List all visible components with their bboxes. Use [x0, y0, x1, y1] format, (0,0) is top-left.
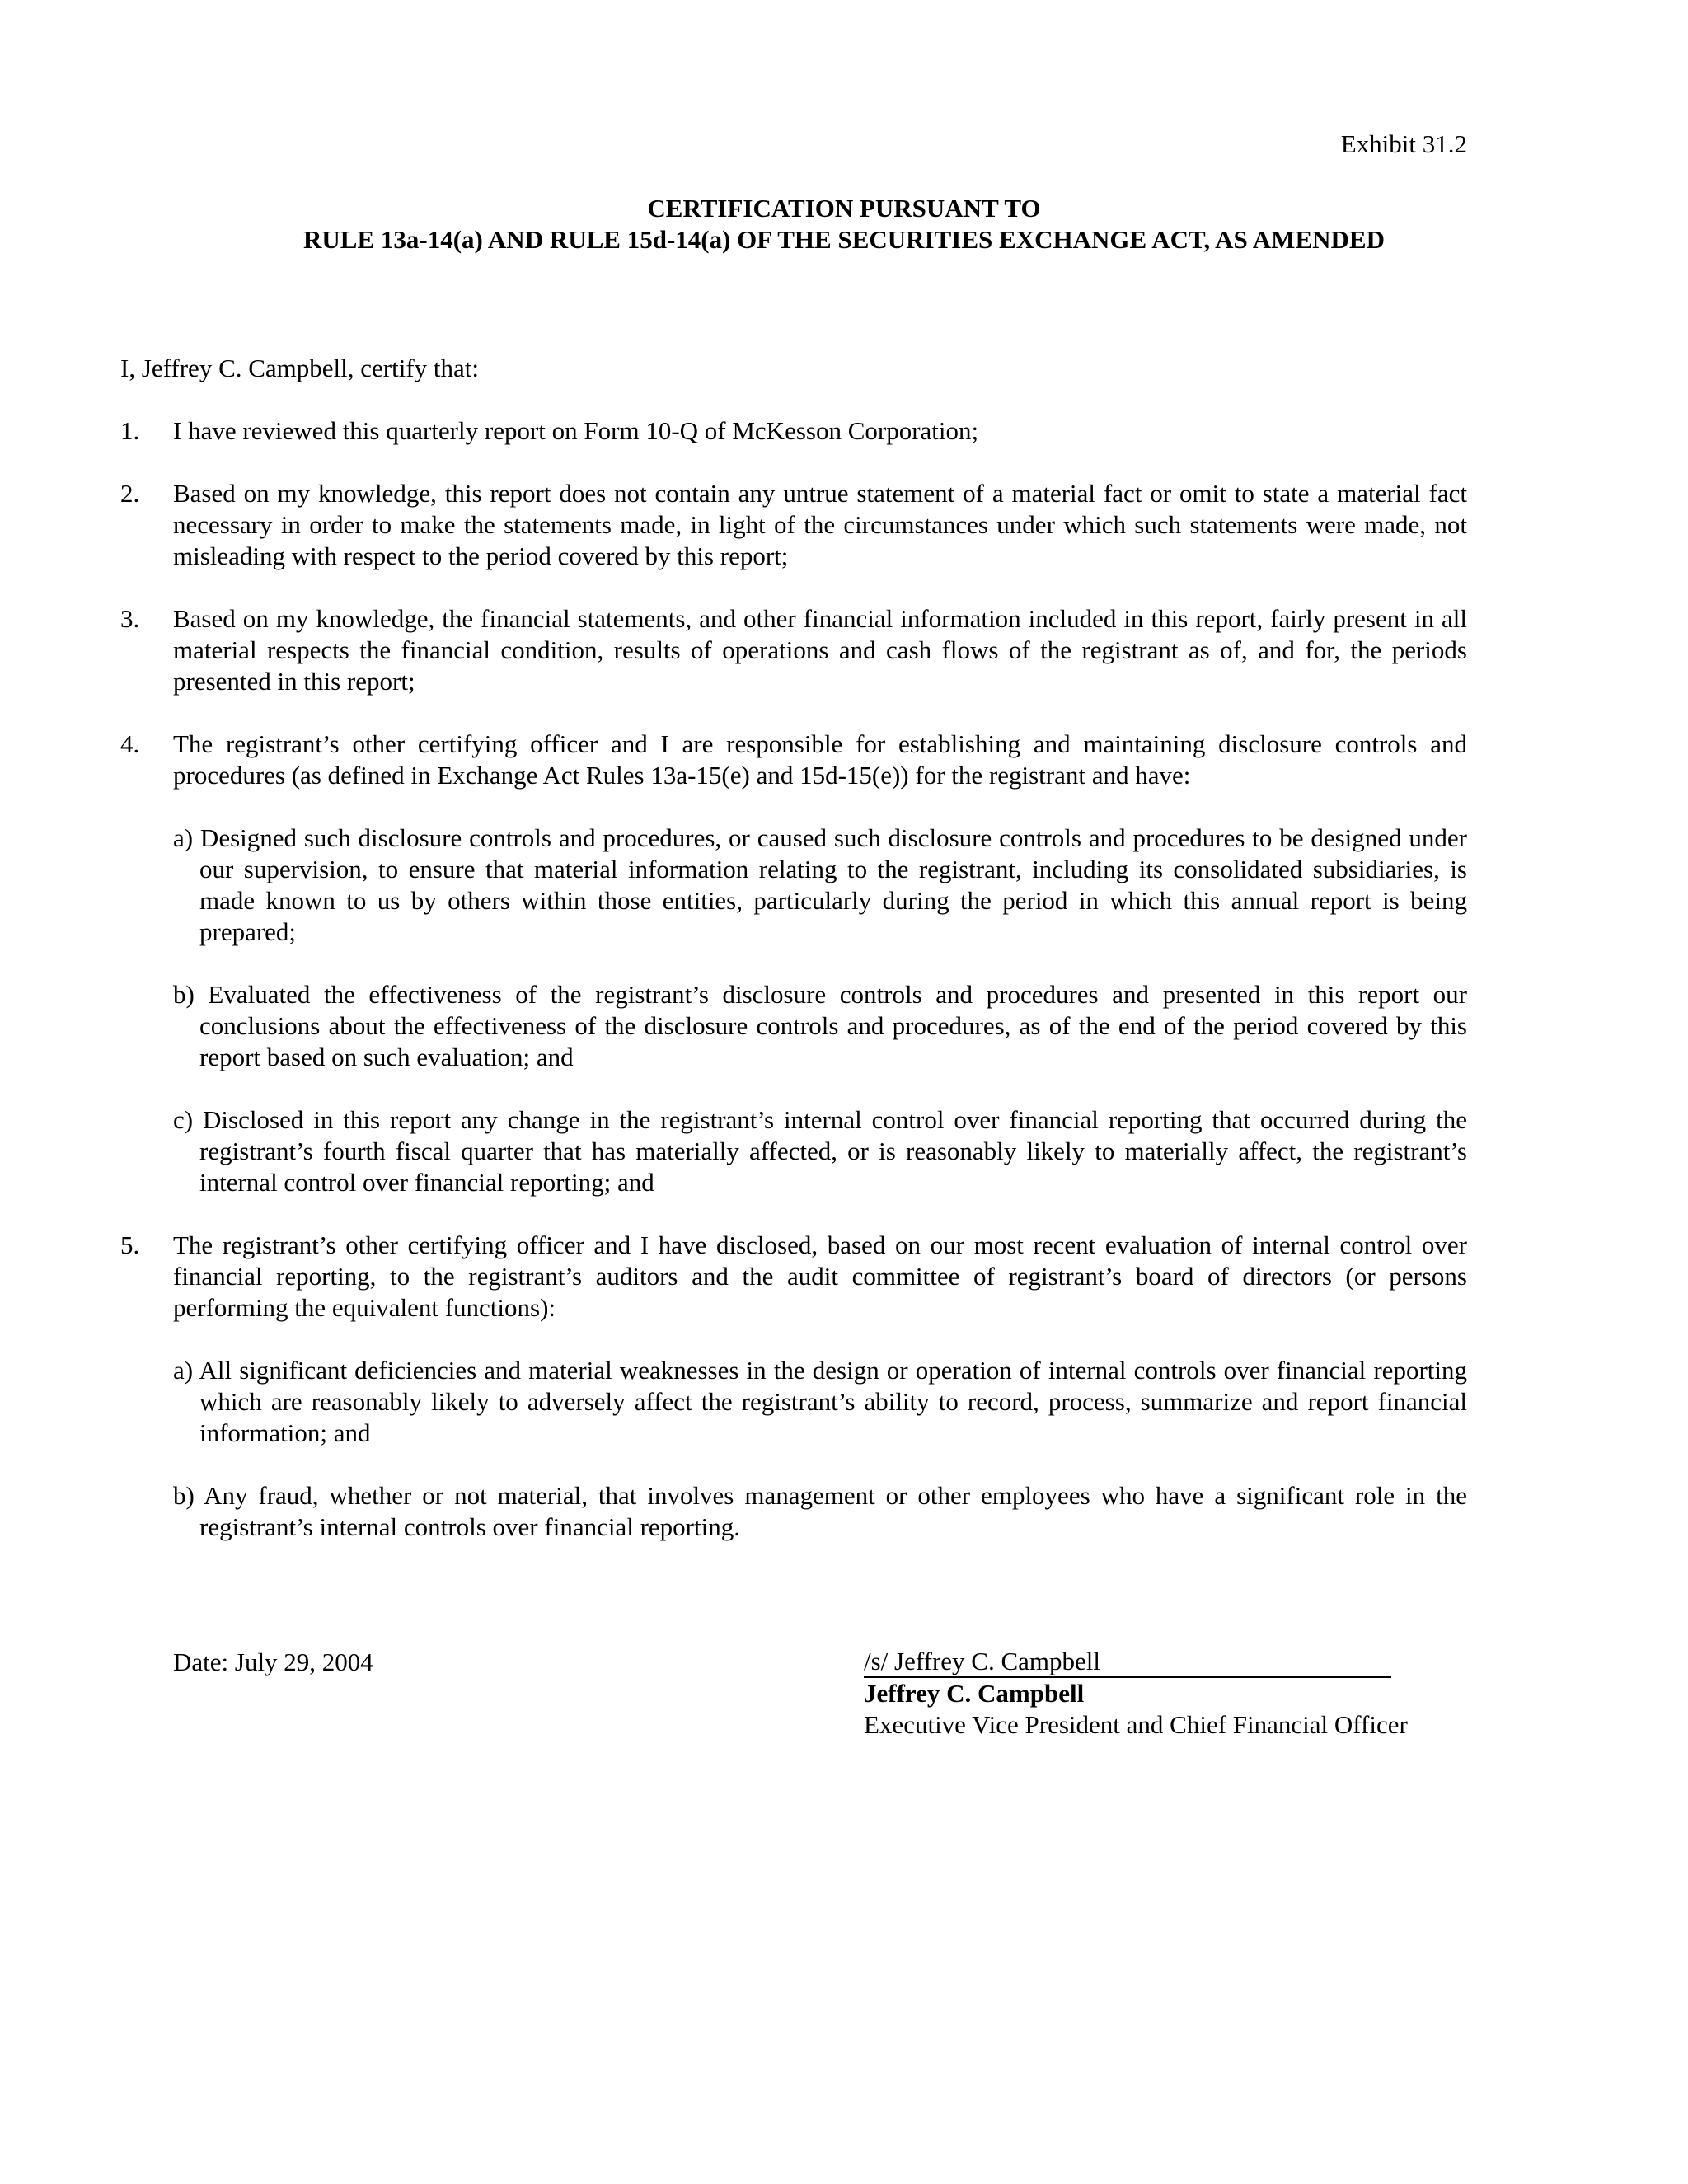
list-item-text: The registrant’s other certifying officer and I have disclosed, based on our most recent evaluation of internal control over financial reporting, to the registrant’s auditors and the audit committee of registrant’s board of directors (or persons performing the equivalent functions): — [173, 1230, 1467, 1322]
signer-name: Jeffrey C. Campbell — [864, 1679, 1085, 1708]
list-item-number: 3. — [120, 604, 140, 633]
item-4-sub-b: b) Evaluated the effectiveness of the registrant’s disclosure controls and procedures and presented in this report our conclusions about the effectiveness of the disclosure controls and procedures, as of the end of the period covered by this report based on such evaluation; and — [173, 980, 1467, 1071]
signature-date: Date: July 29, 2004 — [173, 1647, 373, 1676]
intro-statement: I, Jeffrey C. Campbell, certify that: — [120, 354, 480, 382]
list-item-text: The registrant’s other certifying officer and I are responsible for establishing and maintaining disclosure controls and procedures (as defined in Exchange Act Rules 13a-15(e) and 15d-15(e)) for the registrant and have: — [173, 729, 1467, 790]
document-title-line-2: RULE 13a-14(a) AND RULE 15d-14(a) OF THE SECURITIES EXCHANGE ACT, AS AMENDED — [303, 225, 1385, 254]
signature-block — [864, 1647, 1408, 1741]
signature-line: /s/ Jeffrey C. Campbell — [864, 1647, 1391, 1678]
item-4-sub-a: a) Designed such disclosure controls and procedures, or caused such disclosure controls and procedures to be designed under our supervision, to ensure that material information relating to the registrant, including its consolidated subsidiaries, is made known to us by others within those entities, particularly during the period in which this annual report is being prepared; — [173, 823, 1467, 946]
list-item-text: Based on my knowledge, this report does not contain any untrue statement of a material fact or omit to state a material fact necessary in order to make the statements made, in light of the circumstances under which such statements were made, not misleading with respect to the period covered by this report; — [173, 479, 1467, 570]
list-item-number: 2. — [120, 479, 140, 508]
signer-title: Executive Vice President and Chief Financial Officer — [864, 1710, 1408, 1739]
document-title-line-1: CERTIFICATION PURSUANT TO — [647, 194, 1041, 223]
list-item-number: 5. — [120, 1230, 140, 1259]
item-4-sub-c: c) Disclosed in this report any change in the registrant’s internal control over financial reporting that occurred during the registrant’s fourth fiscal quarter that has materially affected, or is reasonably likely to materially affect, the registrant’s internal control over financial reporting; and — [173, 1105, 1467, 1197]
list-item-text: Based on my knowledge, the financial statements, and other financial information included in this report, fairly present in all material respects the financial condition, results of operations and cash flows of the registrant as of, and for, the periods presented in this report; — [173, 604, 1467, 696]
list-item-text: I have reviewed this quarterly report on Form 10-Q of McKesson Corporation; — [173, 416, 979, 445]
item-5-sub-a: a) All significant deficiencies and material weaknesses in the design or operation of internal controls over financial reporting which are reasonably likely to adversely affect the registrant’s ability to record, process, summarize and report financial information; and — [173, 1356, 1467, 1447]
list-item-number: 4. — [120, 729, 140, 758]
list-item-number: 1. — [120, 416, 140, 445]
exhibit-label: Exhibit 31.2 — [1340, 129, 1467, 158]
item-5-sub-b: b) Any fraud, whether or not material, that involves management or other employees who have a significant role in the registrant’s internal controls over financial reporting. — [173, 1481, 1467, 1541]
